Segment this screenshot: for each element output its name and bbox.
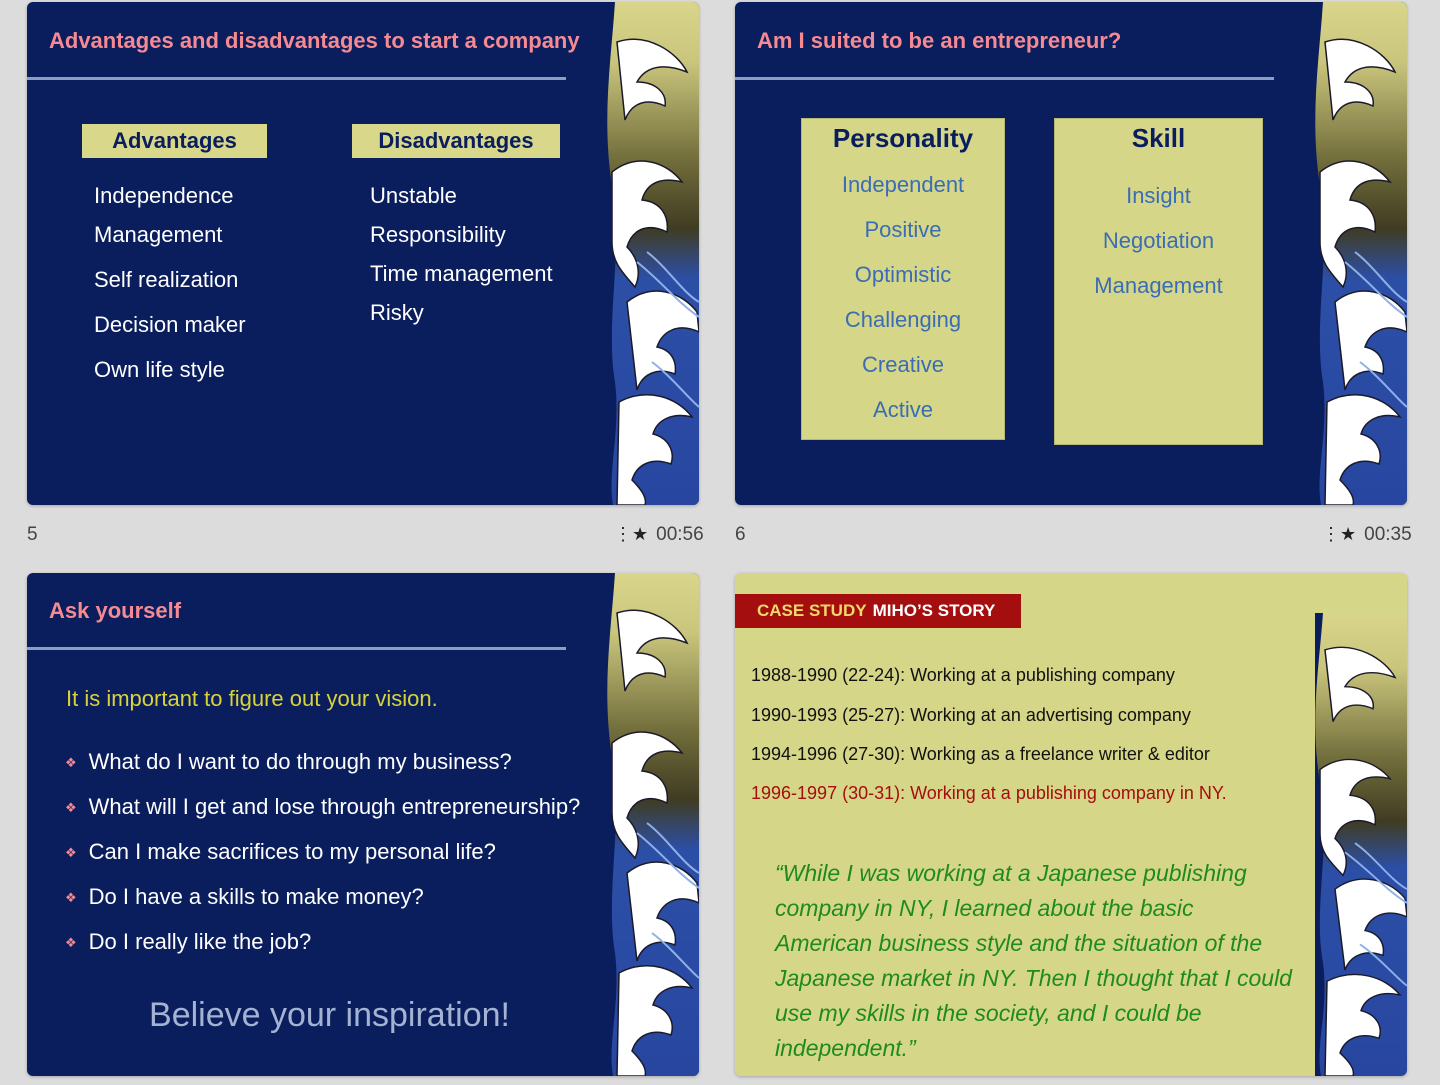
personality-item: Active xyxy=(873,397,933,422)
advantage-item: Self realization xyxy=(94,267,239,292)
disadvantage-item: Unstable xyxy=(370,183,457,208)
slide-timing[interactable] xyxy=(614,524,704,546)
title-divider xyxy=(735,77,1274,80)
transition-star-icon: ⋮★ xyxy=(614,524,649,544)
slide-5-thumbnail[interactable] xyxy=(27,2,699,505)
personality-item: Challenging xyxy=(844,307,962,332)
vision-statement: It is important to figure out your vision. xyxy=(66,686,438,711)
diamond-bullet-icon: ❖ xyxy=(65,800,77,815)
question-item: ❖ What do I want to do through my business? xyxy=(65,749,512,774)
question-item: ❖ Can I make sacrifices to my personal life? xyxy=(65,839,496,864)
title-divider xyxy=(27,647,566,650)
slide-title: Ask yourself xyxy=(49,598,182,623)
skill-item: Negotiation xyxy=(1102,228,1215,253)
slide-number: 6 xyxy=(735,524,746,545)
diamond-bullet-icon: ❖ xyxy=(65,935,77,950)
diamond-bullet-icon: ❖ xyxy=(65,890,77,905)
personality-box xyxy=(801,118,1005,440)
skill-header: Skill xyxy=(1131,123,1186,153)
disadvantage-item: Time management xyxy=(370,261,553,286)
timeline-entry: 1988-1990 (22-24): Working at a publishing company xyxy=(751,665,1175,685)
skill-box xyxy=(1054,118,1263,445)
slide-duration: 00:35 xyxy=(1364,524,1412,545)
timeline-entry-highlight: 1996-1997 (30-31): Working at a publishing company in NY. xyxy=(751,783,1227,803)
question-item: ❖ Do I have a skills to make money? xyxy=(65,884,424,909)
question-item: ❖ What will I get and lose through entrepreneurship? xyxy=(65,794,581,819)
slide-title: Advantages and disadvantages to start a company xyxy=(49,28,580,53)
timeline-entry: 1994-1996 (27-30): Working as a freelance writer & editor xyxy=(751,744,1210,764)
disadvantages-header: Disadvantages xyxy=(352,124,560,158)
title-divider xyxy=(27,77,566,80)
personality-item: Creative xyxy=(862,352,944,377)
advantage-item: Independence xyxy=(94,183,234,208)
diamond-bullet-icon: ❖ xyxy=(65,755,77,770)
closing-statement: Believe your inspiration! xyxy=(149,996,510,1034)
great-wave-decoration xyxy=(607,2,699,505)
great-wave-decoration xyxy=(1315,2,1407,505)
slide-title: Am I suited to be an entrepreneur? xyxy=(757,28,1122,53)
slide-duration: 00:56 xyxy=(656,524,704,545)
great-wave-decoration xyxy=(607,573,699,1076)
story-quote: “While I was working at a Japanese publishing company in NY, I learned about the basic American business style and the situation of the Japanese market in NY. Then I thought that I could use my skills in the society, and I could be independent.” xyxy=(775,860,1292,1061)
advantage-item: Management xyxy=(94,222,223,247)
great-wave-decoration xyxy=(1315,613,1407,1076)
advantages-header: Advantages xyxy=(82,124,267,158)
advantage-item: Decision maker xyxy=(94,312,246,337)
advantage-item: Own life style xyxy=(94,357,225,382)
personality-header: Personality xyxy=(832,123,974,153)
question-item: ❖ Do I really like the job? xyxy=(65,929,312,954)
slide-6-thumbnail[interactable] xyxy=(735,2,1407,505)
slide-number: 5 xyxy=(27,524,38,545)
skill-item: Management xyxy=(1094,273,1223,298)
personality-item: Independent xyxy=(841,172,965,197)
disadvantage-item: Risky xyxy=(370,300,424,325)
case-study-badge xyxy=(735,594,1021,628)
timeline-entry: 1990-1993 (25-27): Working at an advertising company xyxy=(751,705,1191,725)
skill-item: Insight xyxy=(1126,183,1191,208)
slide-8-thumbnail[interactable] xyxy=(735,573,1407,1076)
transition-star-icon: ⋮★ xyxy=(1322,524,1357,544)
badge-label: CASE STUDY xyxy=(757,601,867,620)
disadvantage-item: Responsibility xyxy=(370,222,506,247)
personality-item: Positive xyxy=(864,217,942,242)
badge-title: MIHO’S STORY xyxy=(872,601,996,620)
slide-timing[interactable] xyxy=(1322,524,1412,546)
personality-item: Optimistic xyxy=(854,262,952,287)
diamond-bullet-icon: ❖ xyxy=(65,845,77,860)
slide-7-thumbnail[interactable] xyxy=(27,573,699,1076)
